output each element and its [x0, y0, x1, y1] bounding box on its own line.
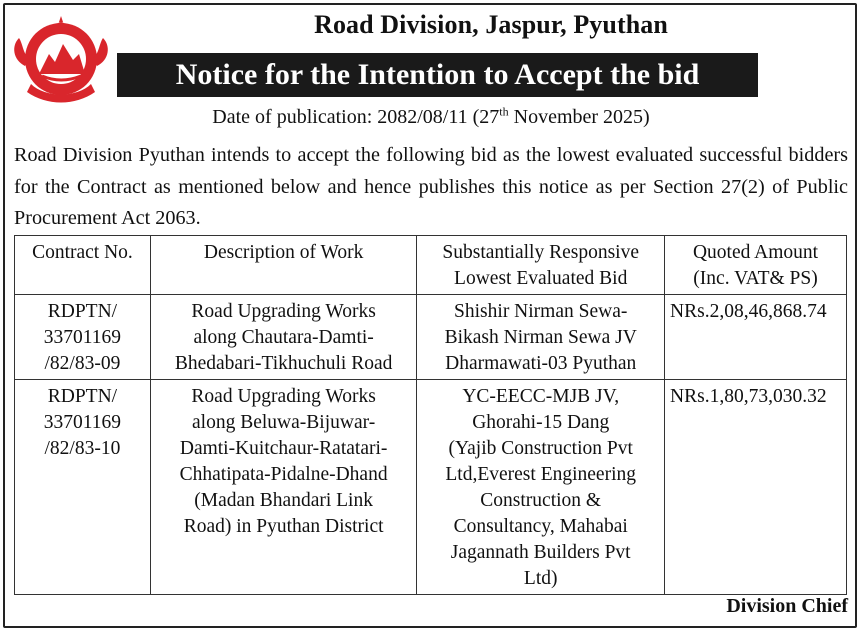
header-description: Description of Work — [150, 236, 417, 295]
description-cell: Road Upgrading Works along Chautara-Damti- Bhedabari-Tikhuchuli Road — [150, 295, 417, 380]
publication-date-ordinal: th — [499, 104, 509, 119]
publication-date-label: Date of publication: 2082/08/11 (27 — [212, 106, 500, 128]
office-name: Road Division, Jaspur, Pyuthan — [314, 10, 668, 39]
signature-division-chief: Division Chief — [726, 595, 848, 617]
bidder-cell: YC-EECC-MJB JV, Ghorahi-15 Dang (Yajib Construction Pvt Ltd,Everest Engineering Construction & Consultancy, Mahabai Jagannath Builders Pvt Ltd) — [417, 380, 665, 595]
bidder-cell: Shishir Nirman Sewa- Bikash Nirman Sewa JV Dharmawati-03 Pyuthan — [417, 295, 665, 380]
table-row — [15, 295, 847, 380]
publication-date — [0, 106, 862, 129]
publication-date-rest: November 2025) — [508, 106, 650, 128]
notice-title: Notice for the Intention to Accept the bid — [117, 53, 758, 97]
contract-no-cell: RDPTN/ 33701169 /82/83-10 — [15, 380, 151, 595]
table-header-row — [15, 236, 847, 295]
amount-cell: NRs.1,80,73,030.32 — [665, 380, 847, 595]
intro-paragraph: Road Division Pyuthan intends to accept the following bid as the lowest evaluated successful bidders for the Contract as mentioned below and hence publishes this notice as per Section 27(2) of Public Procurement Act 2063. — [14, 144, 848, 229]
contract-no-cell: RDPTN/ 33701169 /82/83-09 — [15, 295, 151, 380]
bid-table — [14, 235, 847, 595]
header-contract-no: Contract No. — [15, 236, 151, 295]
header-bidder: Substantially Responsive Lowest Evaluated Bid — [417, 236, 665, 295]
amount-cell: NRs.2,08,46,868.74 — [665, 295, 847, 380]
table-row — [15, 380, 847, 595]
description-cell: Road Upgrading Works along Beluwa-Bijuwar- Damti-Kuitchaur-Ratatari- Chhatipata-Pidalne-Dhand (Madan Bhandari Link Road) in Pyuthan District — [150, 380, 417, 595]
nepal-government-emblem-icon — [9, 14, 113, 104]
header-amount: Quoted Amount (Inc. VAT& PS) — [665, 236, 847, 295]
